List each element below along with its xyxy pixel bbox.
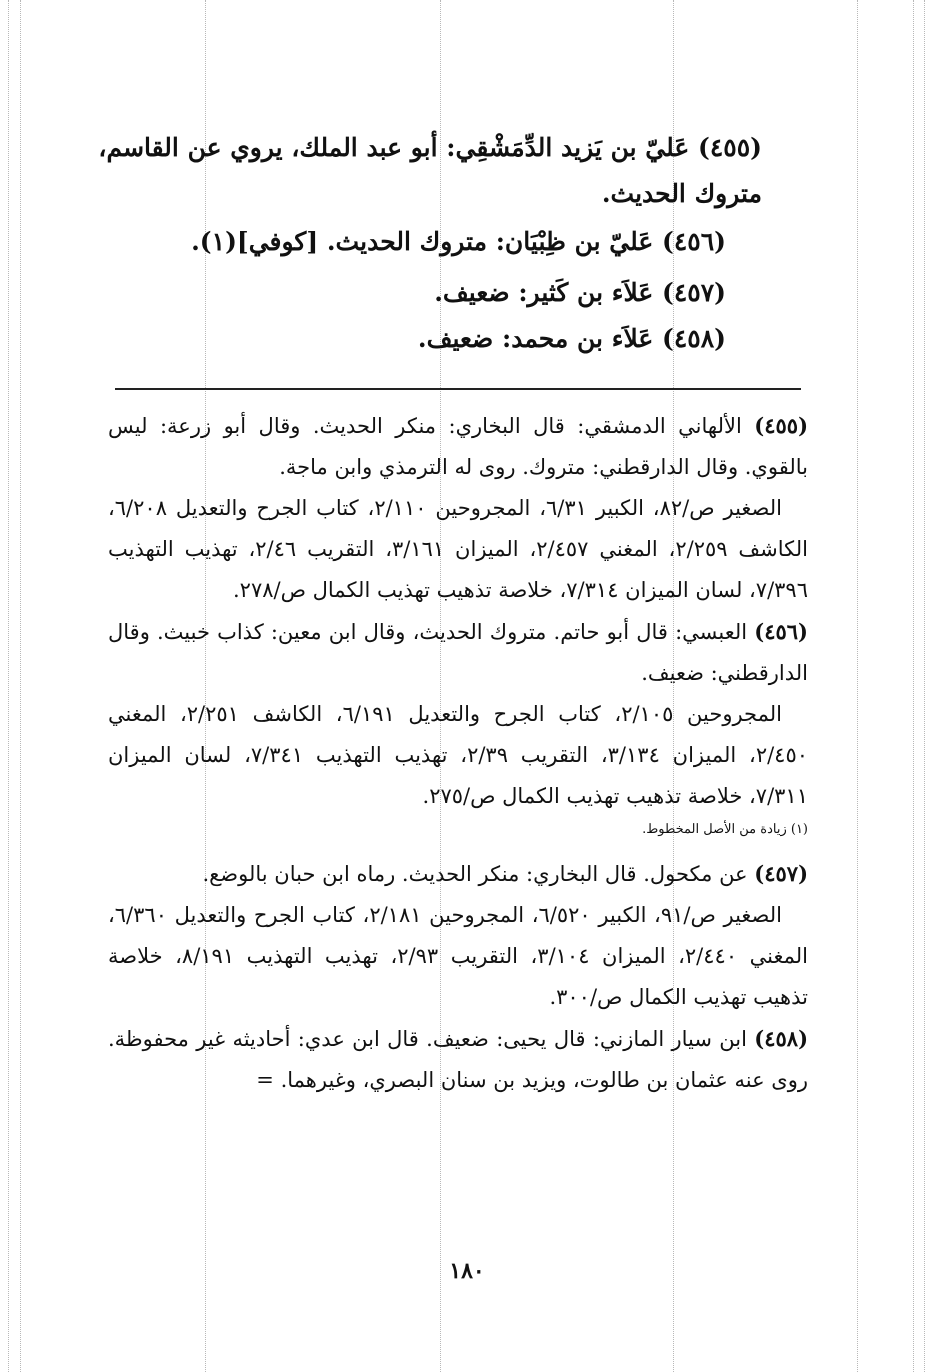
scan-guide-line xyxy=(8,0,9,1372)
note-number: (٤٥٦) xyxy=(754,619,808,644)
scan-guide-line xyxy=(913,0,914,1372)
note-456 xyxy=(108,611,808,694)
note-number: (٤٥٥) xyxy=(754,413,808,438)
note-number: (٤٥٧) xyxy=(754,861,808,886)
commentary-section xyxy=(108,405,808,1101)
main-entry-line: (٤٥٥) عَليّ بن يَزيد الدِّمَشْقِي: أبو عبد الملك، يروي عن القاسم، xyxy=(98,133,762,162)
note-number: (٤٥٨) xyxy=(754,1026,808,1051)
note-text: العبسي: قال أبو حاتم. متروك الحديث، وقال ابن معين: كذاب خبيث. وقال الدارقطني: ضعيف. xyxy=(108,620,808,685)
main-entry-line: متروك الحديث. xyxy=(601,179,762,208)
note-458 xyxy=(108,1018,808,1101)
scan-guide-line xyxy=(857,0,858,1372)
scan-guide-line xyxy=(924,0,925,1372)
note-455 xyxy=(108,405,808,488)
note-text: عن مكحول. قال البخاري: منكر الحديث. رماه ابن حبان بالوضع. xyxy=(202,862,748,886)
note-sources: الصغير ص/٩١، الكبير ٦/٥٢٠، المجروحين ٢/١٨١، كتاب الجرح والتعديل ٦/٣٦٠، المغني ٢/٤٤٠، الميزان ٣/١٠٤، التقريب ٢/٩٣، تهذيب التهذيب ٨/١٩١، خلاصة تذهيب تهذيب الكمال ص/٣٠٠. xyxy=(108,903,808,1009)
main-entry-line: (٤٥٦) عَليّ بن ظِبْيَان: متروك الحديث. [كوفي](١). xyxy=(191,227,726,256)
main-entry-456 xyxy=(100,219,762,265)
note-sources: الصغير ص/٨٢، الكبير ٦/٣١، المجروحين ٢/١١٠، كتاب الجرح والتعديل ٦/٢٠٨، الكاشف ٢/٢٥٩، المغني ٢/٤٥٧، الميزان ٣/١٦١، التقريب ٢/٤٦، تهذيب التهذيب ٧/٣٩٦، لسان الميزان ٧/٣١٤، خلاصة تذهيب تهذيب الكمال ص/٢٧٨. xyxy=(108,496,808,602)
note-457 xyxy=(108,853,808,895)
main-entry-458 xyxy=(100,316,762,362)
footnote-separator xyxy=(115,388,801,390)
main-entry-line: (٤٥٧) عَلاَء بن كَثير: ضعيف. xyxy=(434,278,726,307)
footnote: (١) زيادة من الأصل المخطوط. xyxy=(642,822,808,837)
page-number: ١٨٠ xyxy=(449,1258,485,1284)
note-text: الألهاني الدمشقي: قال البخاري: منكر الحديث. وقال أبو زرعة: ليس بالقوي. وقال الدارقطني: متروك. روى له الترمذي وابن ماجة. xyxy=(108,414,808,479)
main-entry-455 xyxy=(100,125,762,217)
scan-guide-line xyxy=(20,0,21,1372)
main-entry-line: (٤٥٨) عَلاَء بن محمد: ضعيف. xyxy=(417,324,726,353)
note-sources: المجروحين ٢/١٠٥، كتاب الجرح والتعديل ٦/١٩١، الكاشف ٢/٢٥١، المغني ٢/٤٥٠، الميزان ٣/١٣٤، التقريب ٢/٣٩، تهذيب التهذيب ٧/٣٤١، لسان الميزان ٧/٣١١، خلاصة تذهيب تهذيب الكمال ص/٢٧٥. xyxy=(108,702,809,808)
main-entry-457 xyxy=(100,270,762,316)
note-text: ابن سيار المازني: قال يحيى: ضعيف. قال ابن عدي: أحاديثه غير محفوظة. روى عنه عثمان بن طالوت، ويزيد بن سنان البصري، وغيرهما. = xyxy=(108,1027,808,1092)
